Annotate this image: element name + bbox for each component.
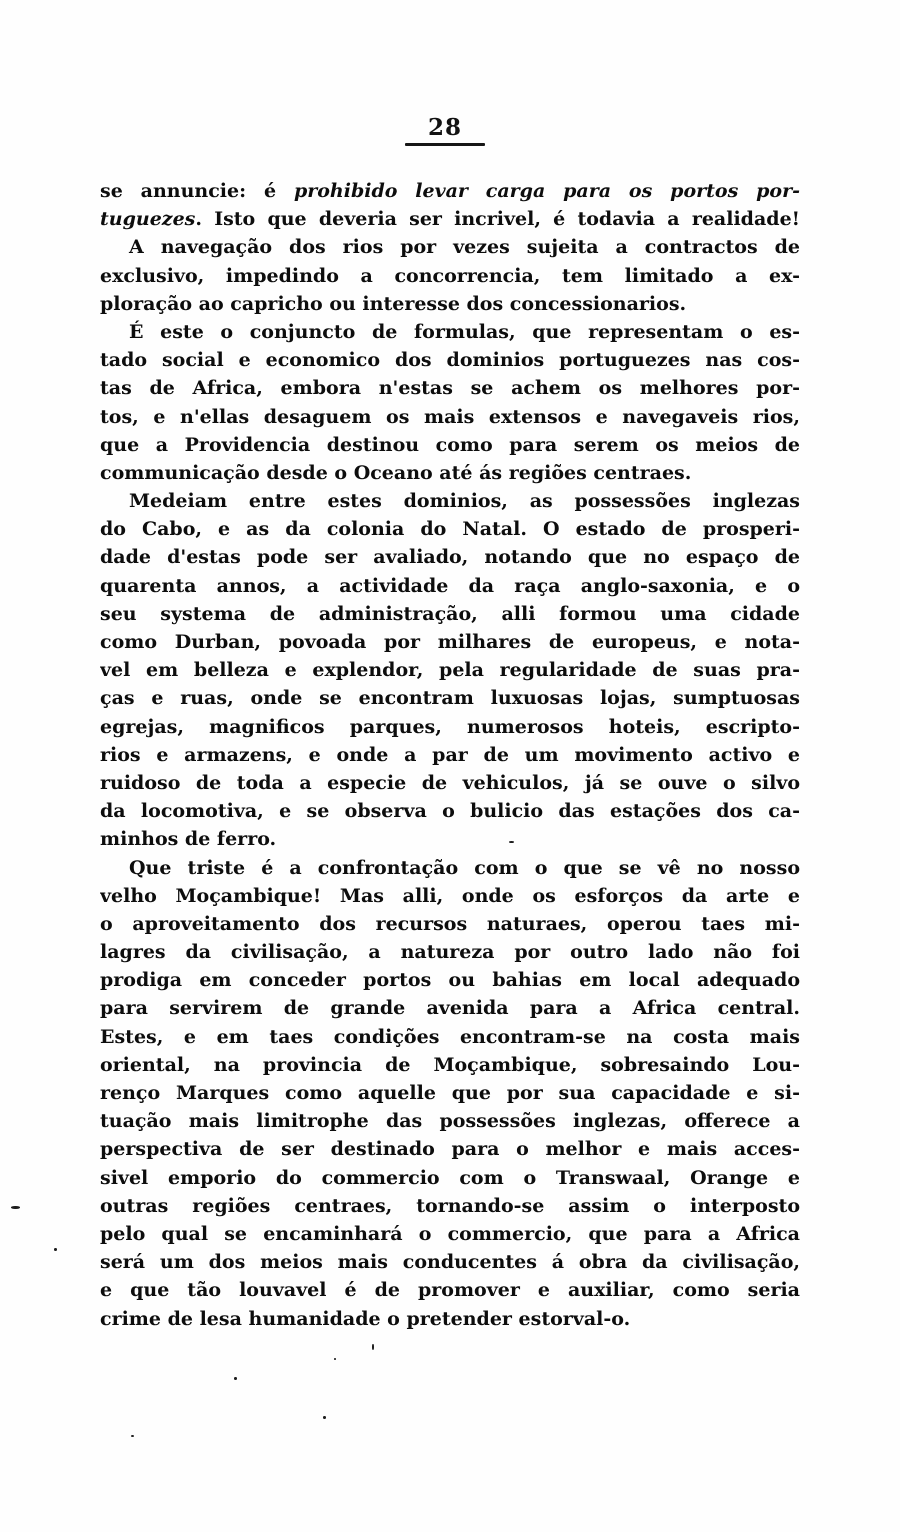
text-line [100, 1192, 800, 1220]
text-segment: rios e armazens, e onde a par de um movimento activo e [100, 743, 800, 766]
text-line [100, 600, 800, 628]
text-segment: dade d'estas pode ser avaliado, notando que no espaço de [100, 546, 800, 569]
text-segment: tuação mais limitrophe das possessões inglezas, offerece a [100, 1110, 800, 1133]
text-line [100, 656, 800, 684]
scan-speck [234, 1377, 237, 1380]
text-segment: quarenta annos, a actividade da raça anglo-saxonia, e o [100, 574, 800, 597]
text-line [100, 403, 800, 431]
text-line [100, 374, 800, 402]
text-segment: será um dos meios mais conducentes á obra da civilisação, [100, 1251, 800, 1274]
text-segment: vel em belleza e explendor, pela regularidade de suas pra- [100, 659, 800, 682]
text-segment: communicação desde o Oceano até ás regiões centraes. [100, 461, 692, 484]
scan-speck [334, 1358, 336, 1360]
text-segment: renço Marques como aquelle que por sua capacidade e si- [100, 1082, 800, 1104]
text-line [100, 459, 800, 487]
text-line [100, 1164, 800, 1192]
text-line [100, 543, 800, 571]
text-segment: perspectiva de ser destinado para o melhor e mais acces- [100, 1138, 800, 1161]
italic-text-segment: prohibido levar carga para os portos por- [293, 180, 800, 202]
text-segment: do Cabo, e as da colonia do Natal. O estado de prosperi- [100, 518, 800, 541]
text-segment: prodiga em conceder portos ou bahias em local adequado [100, 969, 800, 992]
text-segment: ças e ruas, onde se encontram luxuosas lojas, sumptuosas [100, 687, 800, 710]
text-segment: minhos de ferro. [100, 828, 277, 851]
text-line [100, 966, 800, 994]
text-line [100, 825, 800, 853]
text-segment: Medeiam entre estes dominios, as possessões inglezas [129, 490, 800, 513]
text-line [100, 1107, 800, 1135]
text-line [100, 318, 800, 346]
text-segment: tos, e n'ellas desaguem os mais extensos e navegaveis rios, [100, 405, 800, 428]
text-segment: se annuncie: é [100, 180, 294, 202]
text-segment: outras regiões centraes, tornando-se assim o interposto [100, 1194, 800, 1217]
scan-speck [372, 1344, 374, 1350]
text-line [100, 262, 800, 290]
text-line [100, 1220, 800, 1248]
text-segment: velho Moçambique! Mas alli, onde os esforços da arte e [100, 884, 800, 907]
text-line [100, 233, 800, 261]
text-line [100, 572, 800, 600]
text-segment: . Isto que deveria ser incrivel, é todavia a realidade! [195, 208, 800, 231]
text-segment: Que triste é a confrontação com o que se vê no nosso [129, 856, 800, 879]
text-line [100, 177, 800, 205]
text-line [100, 1051, 800, 1079]
scan-speck [131, 1435, 134, 1437]
text-line [100, 487, 800, 515]
text-line [100, 994, 800, 1022]
text-line [100, 741, 800, 769]
text-segment: oriental, na provincia de Moçambique, sobresaindo Lou- [100, 1053, 800, 1076]
text-segment: que a Providencia destinou como para serem os meios de [100, 433, 800, 456]
text-segment: da locomotiva, e se observa o bulicio das estações dos ca- [100, 800, 800, 823]
text-segment: É este o conjuncto de formulas, que representam o es- [129, 320, 800, 343]
text-segment: ruidoso de toda a especie de vehiculos, já se ouve o silvo [100, 771, 800, 794]
text-segment: tas de Africa, embora n'estas se achem os melhores por- [100, 377, 800, 400]
text-line [100, 910, 800, 938]
scan-speck [323, 1416, 326, 1419]
margin-dash-mark [11, 1206, 20, 1209]
page-number-underline [405, 143, 485, 146]
text-segment: e que tão louvavel é de promover e auxiliar, como seria [100, 1279, 800, 1302]
text-line [100, 797, 800, 825]
text-line [100, 713, 800, 741]
text-line [100, 1135, 800, 1163]
text-segment: como Durban, povoada por milhares de europeus, e nota- [100, 631, 800, 653]
text-segment: sivel emporio do commercio com o Transwaal, Orange e [100, 1166, 800, 1189]
text-segment: A navegação dos rios por vezes sujeita a contractos de [129, 236, 800, 259]
text-line [100, 684, 800, 712]
italic-text-segment: tuguezes [100, 208, 196, 231]
text-line [100, 515, 800, 543]
text-segment: crime de lesa humanidade o pretender estorval-o. [100, 1307, 631, 1330]
text-line [100, 628, 800, 656]
text-line [100, 1305, 800, 1333]
text-segment: ploração ao capricho ou interesse dos concessionarios. [100, 292, 687, 315]
text-line [100, 854, 800, 882]
text-segment: tado social e economico dos dominios portuguezes nas cos- [100, 349, 800, 372]
text-line [100, 769, 800, 797]
text-line [100, 1023, 800, 1051]
text-line [100, 1276, 800, 1304]
text-segment: exclusivo, impedindo a concorrencia, tem limitado a ex- [100, 264, 800, 287]
text-line [100, 882, 800, 910]
text-segment: Estes, e em taes condições encontram-se na costa mais [100, 1025, 800, 1048]
text-line [100, 1248, 800, 1276]
text-segment: o aproveitamento dos recursos naturaes, operou taes mi- [100, 912, 800, 935]
scan-speck [54, 1248, 57, 1251]
text-line [100, 290, 800, 318]
text-segment: seu systema de administração, alli formou uma cidade [100, 602, 800, 625]
text-segment: pelo qual se encaminhará o commercio, que para a Africa [100, 1222, 800, 1245]
body-text [100, 177, 800, 1333]
text-segment: para servirem de grande avenida para a Africa central. [100, 997, 800, 1020]
scan-speck [509, 841, 514, 843]
page-header [0, 114, 900, 146]
text-line [100, 431, 800, 459]
text-line [100, 346, 800, 374]
text-line [100, 938, 800, 966]
text-segment: lagres da civilisação, a natureza por outro lado não foi [100, 941, 800, 964]
page-number: 28 [427, 114, 462, 141]
text-line [100, 205, 800, 233]
text-line [100, 1079, 800, 1107]
text-segment: egrejas, magnificos parques, numerosos hoteis, escripto- [100, 715, 800, 738]
